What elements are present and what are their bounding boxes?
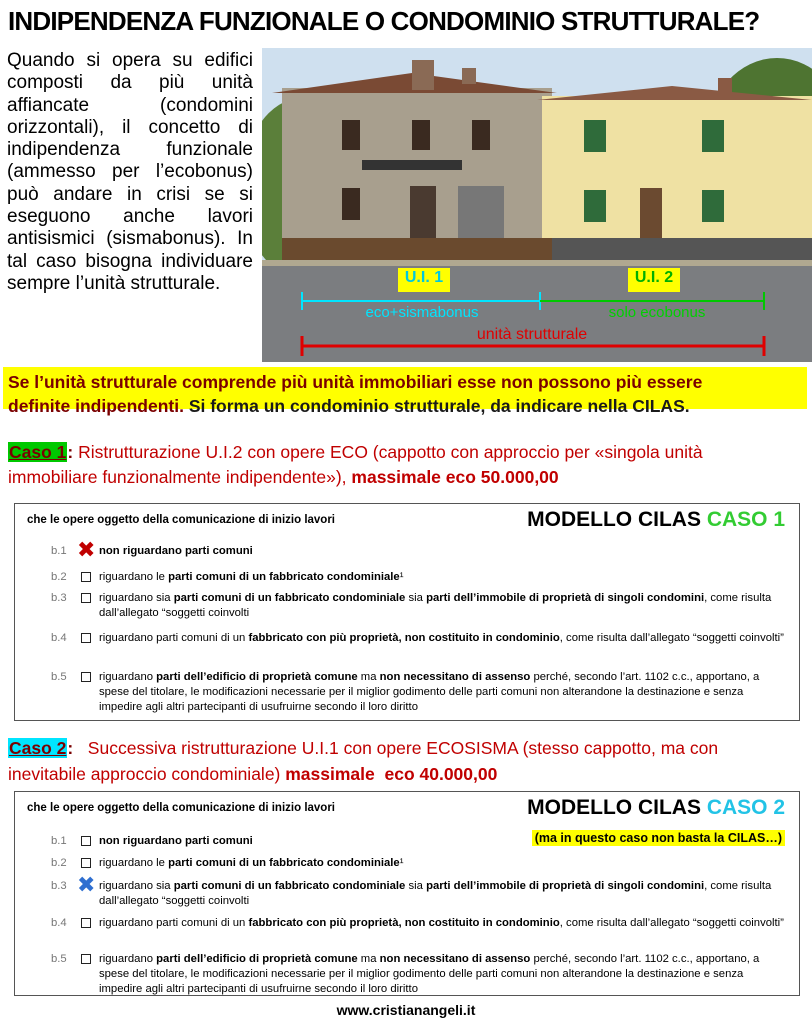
form2-heading: che le opere oggetto della comunicazione di inizio lavori xyxy=(27,802,336,814)
row-text: riguardano sia parti comuni di un fabbricato condominiale sia parti dell’immobile di proprietà di singoli condomini, come risulta dall’allegato “soggetti coinvolti xyxy=(99,592,772,619)
case2-line-2 xyxy=(8,764,497,785)
case1-text-1: Ristrutturazione U.I.2 con opere ECO (cappotto con approccio per «singola unità xyxy=(73,442,703,462)
case2-text-2: inevitabile approccio condominiale) xyxy=(8,764,286,784)
checkbox[interactable] xyxy=(81,954,91,964)
case2-colon: : xyxy=(67,738,74,758)
row-code: b.2 xyxy=(51,571,67,583)
form1-heading: che le opere oggetto della comunicazione di inizio lavori xyxy=(27,514,336,526)
case1-colon: : xyxy=(67,442,74,462)
checkbox[interactable] xyxy=(81,858,91,868)
highlight-line-1: Se l’unità strutturale comprende più unità immobiliari esse non possono più essere xyxy=(8,372,703,392)
highlight-line-2 xyxy=(8,396,690,417)
highlight-bold: definite indipendenti. xyxy=(8,396,184,416)
ui2-label: U.I. 2 xyxy=(634,269,674,286)
row-text: non riguardano parti comuni xyxy=(99,835,253,847)
case2-max: massimale eco 40.000,00 xyxy=(285,764,498,784)
row-code: b.1 xyxy=(51,835,67,847)
form1-model-text: MODELLO CILAS xyxy=(527,508,707,531)
form2-model-text: MODELLO CILAS xyxy=(527,796,707,819)
row-text: riguardano parti dell’edificio di proprietà comune ma non necessitano di assenso perché, secondo l’art. 1102 c.c., apportano, a spese del titolare, le modificazioni necessarie per il miglior godimento delle parti comuni non alterandone la destinazione e senza impedire agli altri partecipanti di usufruirne secondo il loro diritto xyxy=(99,671,760,713)
row-code: b.5 xyxy=(51,953,67,965)
solo-ecobonus-label: solo ecobonus xyxy=(608,304,706,321)
row-code: b.4 xyxy=(51,632,67,644)
case1-max: massimale eco 50.000,00 xyxy=(351,467,559,487)
row-code: b.3 xyxy=(51,592,67,604)
row-text: riguardano le parti comuni di un fabbricato condominiale¹ xyxy=(99,571,404,583)
checkbox[interactable] xyxy=(81,633,91,643)
building-photo xyxy=(262,48,812,362)
structural-unit-label: unità strutturale xyxy=(476,326,588,343)
cross-mark-icon: ✖ xyxy=(77,872,96,897)
page-title: INDIPENDENZA FUNZIONALE O CONDOMINIO STRUTTURALE? xyxy=(8,6,760,36)
cross-mark-icon: ✖ xyxy=(77,537,96,562)
eco-sismabonus-label: eco+sismabonus xyxy=(365,304,479,321)
case1-line-1 xyxy=(8,442,703,463)
row-code: b.1 xyxy=(51,545,67,557)
row-text: riguardano parti dell’edificio di proprietà comune ma non necessitano di assenso perché, secondo l’art. 1102 c.c., apportano, a spese del titolare, le modificazioni necessarie per il miglior godimento delle parti comuni non alterandone la destinazione e senza impedire agli altri partecipanti di usufruirne secondo il loro diritto xyxy=(99,953,760,995)
row-code: b.4 xyxy=(51,917,67,929)
case1-text-2: immobiliare funzionalmente indipendente»), xyxy=(8,467,352,487)
case2-text-1: Successiva ristrutturazione U.I.1 con opere ECOSISMA (stesso cappotto, ma con xyxy=(73,738,719,758)
row-text: non riguardano parti comuni xyxy=(99,545,253,557)
website-footer: www.cristianangeli.it xyxy=(336,1002,476,1018)
form1-model-title xyxy=(527,508,785,532)
case2-line-1 xyxy=(8,738,718,759)
form1-model-case: CASO 1 xyxy=(706,508,785,531)
form2-note: (ma in questo caso non basta la CILAS…) xyxy=(532,830,785,846)
checkbox[interactable] xyxy=(81,593,91,603)
cilas-form-case2 xyxy=(14,791,800,996)
row-text: riguardano sia parti comuni di un fabbricato condominiale sia parti dell’immobile di proprietà di singoli condomini, come risulta dall’allegato “soggetti coinvolti xyxy=(99,880,772,907)
highlight-rest: Si forma un condominio strutturale, da indicare nella CILAS. xyxy=(183,396,690,416)
checkbox[interactable] xyxy=(81,672,91,682)
form2-model-case: CASO 2 xyxy=(706,796,785,819)
case2-label: Caso 2 xyxy=(9,738,67,758)
case1-line-2 xyxy=(8,467,559,488)
row-code: b.3 xyxy=(51,880,67,892)
case1-label: Caso 1 xyxy=(9,442,67,462)
checkbox[interactable] xyxy=(81,918,91,928)
cilas-form-case1 xyxy=(14,503,800,721)
row-code: b.2 xyxy=(51,857,67,869)
intro-paragraph: Quando si opera su edifici composti da più unità affiancate (condomini orizzontali), il concetto di indipendenza funzionale (ammesso per l’ecobonus) può andare in crisi se si eseguono anche lavori antisismici (sismabonus). In tal caso bisogna individuare sempre l’unità strutturale. xyxy=(7,50,253,294)
row-code: b.5 xyxy=(51,671,67,683)
row-text: riguardano le parti comuni di un fabbricato condominiale¹ xyxy=(99,857,404,869)
checkbox[interactable] xyxy=(81,836,91,846)
form2-model-title xyxy=(527,796,785,820)
row-text: riguardano parti comuni di un fabbricato con più proprietà, non costituito in condominio, come risulta dall’allegato “soggetti coinvolti” xyxy=(99,917,784,929)
ui1-label: U.I. 1 xyxy=(404,269,444,286)
checkbox[interactable] xyxy=(81,572,91,582)
row-text: riguardano parti comuni di un fabbricato con più proprietà, non costituito in condominio, come risulta dall’allegato “soggetti coinvolti” xyxy=(99,632,784,644)
